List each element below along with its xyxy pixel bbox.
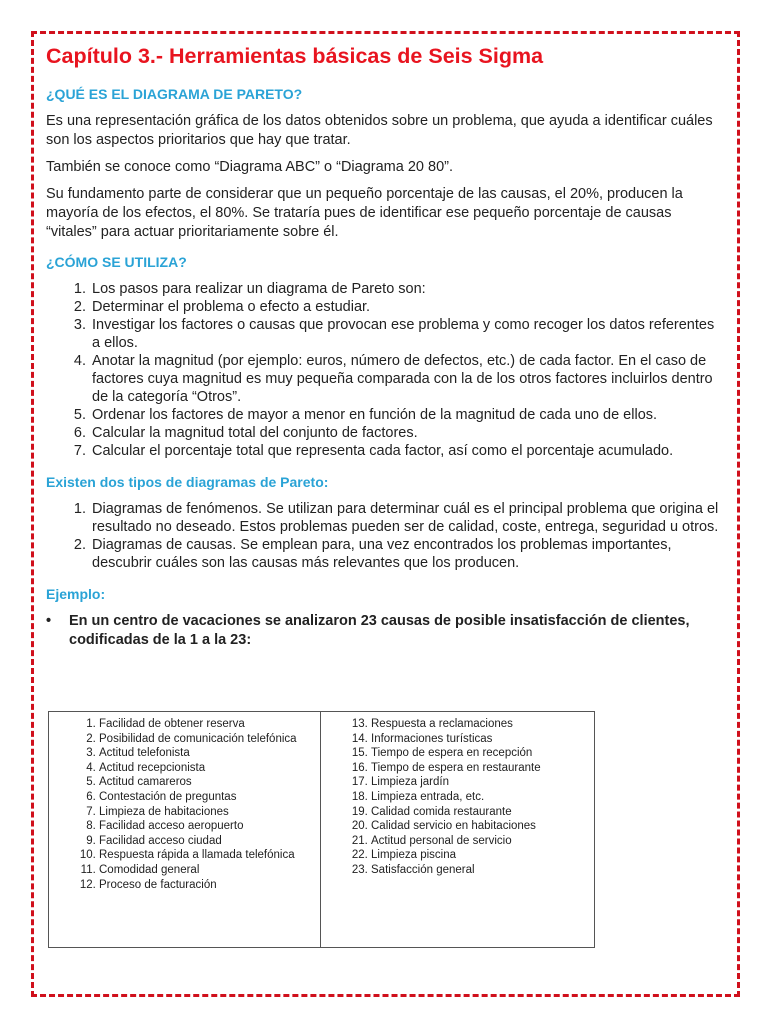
list-item: 5. Ordenar los factores de mayor a menor en función de la magnitud de cada uno de ellos.	[90, 406, 726, 424]
causes-column-left	[49, 712, 321, 947]
cause-item: 19. Calidad comida restaurante	[371, 805, 584, 820]
types-list	[46, 500, 726, 572]
cause-item: 3. Actitud telefonista	[99, 746, 308, 761]
cause-item: 21. Actitud personal de servicio	[371, 834, 584, 849]
cause-item: 12. Proceso de facturación	[99, 878, 308, 893]
heading-pareto-types: Existen dos tipos de diagramas de Pareto:	[46, 474, 329, 490]
example-bullet-text: En un centro de vacaciones se analizaron 23 causas de posible insatisfacción de clientes, codificadas de la 1 a la 23:	[69, 613, 690, 648]
paragraph: Su fundamento parte de considerar que un pequeño porcentaje de las causas, el 20%, producen la mayoría de los efectos, el 80%. Se trataría pues de identificar ese pequeño porcentaje de causas “vitales” para actuar prioritariamente sobre él.	[46, 186, 683, 240]
list-item: 1. Los pasos para realizar un diagrama de Pareto son:	[90, 280, 726, 298]
paragraph: También se conoce como “Diagrama ABC” o “Diagrama 20 80”.	[46, 159, 453, 175]
list-item: 3. Investigar los factores o causas que provocan ese problema y como recoger los datos referentes a ellos.	[90, 316, 726, 352]
cause-item: 9. Facilidad acceso ciudad	[99, 834, 308, 849]
cause-item: 5. Actitud camareros	[99, 775, 308, 790]
list-item: 4. Anotar la magnitud (por ejemplo: euros, número de defectos, etc.) de cada factor. En el caso de factores cuya magnitud es muy pequeña comparada con la de los otros factores incluirlos dentro de la categoría “Otros”.	[90, 352, 726, 406]
list-item: 7. Calcular el porcentaje total que representa cada factor, así como el porcentaje acumulado.	[90, 442, 726, 460]
cause-item: 1. Facilidad de obtener reserva	[99, 717, 308, 732]
heading-what-is-pareto: ¿QUÉ ES EL DIAGRAMA DE PARETO?	[46, 86, 303, 102]
paragraph: Es una representación gráfica de los datos obtenidos sobre un problema, que ayuda a identificar cuáles son los aspectos prioritarios que hay que tratar.	[46, 113, 713, 148]
list-item: 1. Diagramas de fenómenos. Se utilizan para determinar cuál es el principal problema que origina el resultado no deseado. Estos problemas pueden ser de calidad, coste, entrega, seguridad u otros.	[90, 500, 726, 536]
example-bullet	[46, 612, 726, 650]
cause-item: 13. Respuesta a reclamaciones	[371, 717, 584, 732]
document-body	[46, 44, 726, 660]
cause-item: 18. Limpieza entrada, etc.	[371, 790, 584, 805]
cause-item: 14. Informaciones turísticas	[371, 732, 584, 747]
cause-item: 8. Facilidad acceso aeropuerto	[99, 819, 308, 834]
steps-list	[46, 280, 726, 460]
list-item: 2. Diagramas de causas. Se emplean para, una vez encontrados los problemas importantes, descubrir cuáles son las causas más relevantes que los producen.	[90, 536, 726, 572]
heading-how-to-use: ¿CÓMO SE UTILIZA?	[46, 254, 187, 270]
cause-item: 6. Contestación de preguntas	[99, 790, 308, 805]
cause-item: 10. Respuesta rápida a llamada telefónica	[99, 848, 308, 863]
cause-item: 20. Calidad servicio en habitaciones	[371, 819, 584, 834]
heading-example: Ejemplo:	[46, 586, 106, 602]
list-item: 2. Determinar el problema o efecto a estudiar.	[90, 298, 726, 316]
causes-column-right	[321, 712, 594, 947]
cause-item: 7. Limpieza de habitaciones	[99, 805, 308, 820]
chapter-title: Capítulo 3.- Herramientas básicas de Seis Sigma	[46, 44, 544, 68]
cause-item: 16. Tiempo de espera en restaurante	[371, 761, 584, 776]
cause-item: 4. Actitud recepcionista	[99, 761, 308, 776]
list-item: 6. Calcular la magnitud total del conjunto de factores.	[90, 424, 726, 442]
cause-item: 11. Comodidad general	[99, 863, 308, 878]
causes-table	[48, 711, 595, 948]
cause-item: 17. Limpieza jardín	[371, 775, 584, 790]
cause-item: 15. Tiempo de espera en recepción	[371, 746, 584, 761]
cause-item: 22. Limpieza piscina	[371, 848, 584, 863]
cause-item: 2. Posibilidad de comunicación telefónica	[99, 732, 308, 747]
bullet-icon: •	[46, 613, 52, 629]
cause-item: 23. Satisfacción general	[371, 863, 584, 878]
